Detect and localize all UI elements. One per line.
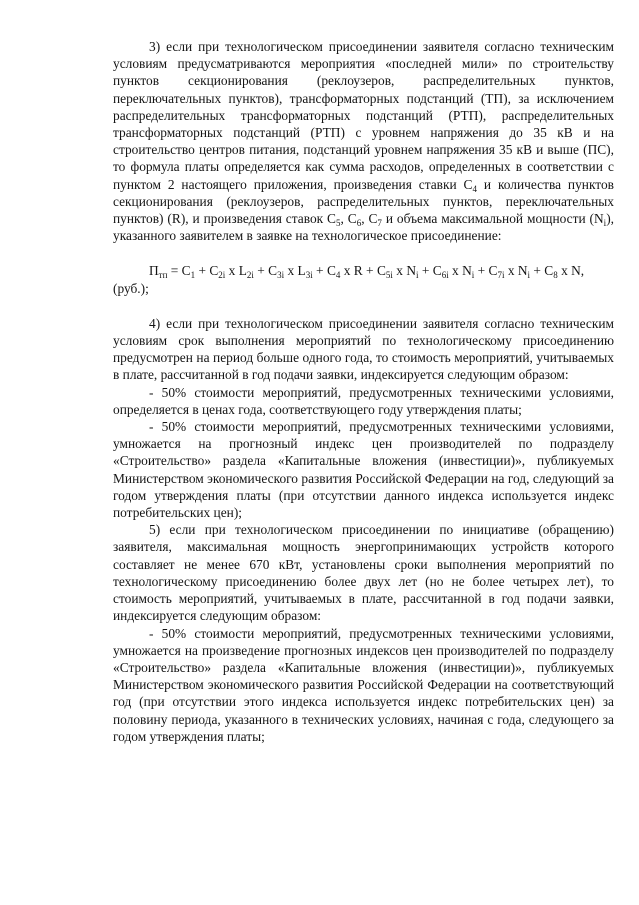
item3-sep-1: , С: [340, 211, 357, 227]
formula-s13: 8: [553, 270, 558, 281]
formula-p-sub: тп: [158, 270, 168, 281]
formula-t6: х R + С: [340, 263, 386, 279]
item3-text-a: 3) если при технологическом присоединении заявителя согласно техническим условиям предусматриваются мероприятия «последней мили» по строительству пунктов секционирования (реклоузеров, распределительных пунктов, переключательных пунктов), трансформаторных подстанций (ТП), за исключением распределительных трансформаторных подстанций (РТП), распределительных трансформаторных подстанций (РТП) с уровнем напряжения до 35 кВ и на строительство центров питания, подстанций уровнем напряжения 35 кВ и выше (ПС), то формула платы определяется как сумма расходов, определенных в соответствии с пунктом 2 настоящего приложения, произведения ставки С: [113, 39, 614, 192]
payment-formula: [113, 262, 614, 296]
formula-s11: 7i: [497, 270, 505, 281]
formula-s9: 6i: [441, 270, 449, 281]
formula-s6: 4: [335, 270, 341, 281]
formula-s2: 2i: [218, 270, 226, 281]
paragraph-item-5-intro: 5) если при технологическом присоединении по инициативе (обращению) заявителя, максимальная мощность энергопринимающих устройств которого составляет не менее 670 кВт, установлены сроки выполнения мероприятий по технологическому присоединению более двух лет (но не более четырех лет), то стоимость мероприятий, учитываемых в плате, рассчитанной в год подачи заявки, индексируется следующим образом:: [113, 522, 614, 624]
item3-sub-c6: 6: [356, 218, 362, 229]
paragraph-item-4-bullet-2: - 50% стоимости мероприятий, предусмотренных техническими условиями, умножается на прогнозный индекс цен производителей по подразделу «Строительство» раздела «Капитальные вложения (инвестиции)», публикуемых Министерством экономического развития Российской Федерации на год, следующий за годом утверждения платы (при отсутствии данного индекса используется индекс потребительских цен);: [113, 419, 614, 521]
formula-s5: 3i: [305, 270, 313, 281]
formula-t11: х N: [504, 263, 528, 279]
paragraph-item-5-bullet-1: - 50% стоимости мероприятий, предусмотренных техническими условиями, умножается на произведение прогнозных индексов цен производителей по подразделу «Строительство» раздела «Капитальные вложения (инвестиции)», публикуемых Министерством экономического развития Российской Федерации на соответствующий год (при отсутствии этого индекса используется индекс потребительских цен) за половину периода, указанного в технических условиях, начиная с года, следующего за годом утверждения платы;: [113, 625, 614, 744]
formula-t7: х N: [392, 263, 416, 279]
paragraph-item-4-bullet-1: - 50% стоимости мероприятий, предусмотренных техническими условиями, определяется в ценах года, соответствующего году утверждения платы;: [113, 384, 614, 417]
formula-t1: + С: [195, 263, 219, 279]
formula-t5: + С: [312, 263, 336, 279]
formula-s12: i: [527, 270, 531, 281]
formula-t2: х L: [225, 263, 247, 279]
item3-text-b: и количества пунктов секционирования (реклоузеров, распределительных пунктов, переключательных пунктов) (R), и произведения ставок С: [113, 176, 614, 227]
formula-t9: х N: [448, 263, 472, 279]
formula-t4: х L: [284, 263, 306, 279]
formula-s3: 2i: [246, 270, 254, 281]
formula-s7: 5i: [385, 270, 393, 281]
formula-s4: 3i: [277, 270, 285, 281]
formula-s1: 1: [190, 270, 196, 281]
item3-sep-2: , С: [361, 211, 378, 227]
formula-t13: х N, (руб.);: [113, 263, 585, 296]
item3-sub-i: i: [603, 218, 607, 229]
formula-t8: + С: [418, 263, 442, 279]
formula-s8: i: [415, 270, 419, 281]
paragraph-item-3: [113, 38, 614, 244]
paragraph-item-4-intro: 4) если при технологическом присоединении заявителя согласно техническим условиям срок выполнения мероприятий по технологическому присоединению предусмотрен на период больше одного года, то стоимость мероприятий, учитываемых в плате, рассчитанной в год подачи заявки, индексируется следующим образом:: [113, 315, 614, 383]
formula-eq: = С: [167, 263, 191, 279]
formula-t10: + С: [474, 263, 498, 279]
formula-t12: + С: [530, 263, 554, 279]
formula-p: П: [149, 263, 159, 279]
formula-s10: i: [471, 270, 475, 281]
item3-text-c: и объема максимальной мощности (N: [381, 211, 604, 227]
item3-text-d: ), указанного заявителем в заявке на технологическое присоединение:: [113, 211, 614, 244]
item3-sub-c5: 5: [336, 218, 341, 229]
formula-t3: + С: [253, 263, 278, 279]
document-page: [113, 38, 614, 745]
item3-sub-c4: 4: [472, 183, 477, 194]
item3-sub-c7: 7: [377, 218, 382, 229]
